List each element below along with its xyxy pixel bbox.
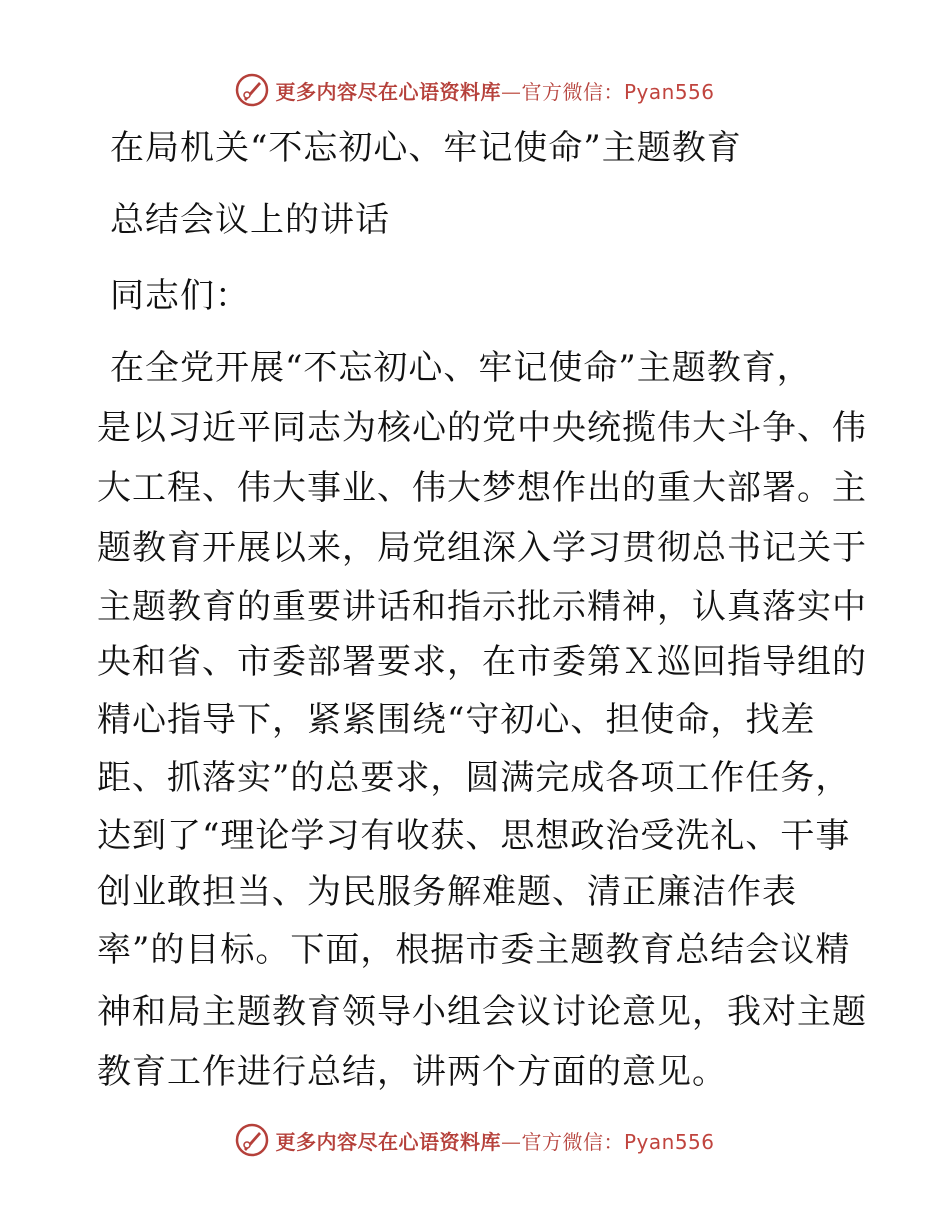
body-line: 精心指导下，紧紧围绕“守初心、担使命，找差 xyxy=(97,700,816,740)
body-line: 央和省、市委部署要求，在市委第Ｘ巡回指导组的 xyxy=(97,642,867,682)
watermark-header xyxy=(0,70,950,110)
body-line: 是以习近平同志为核心的党中央统揽伟大斗争、伟 xyxy=(97,408,867,448)
body-line: 神和局主题教育领导小组会议讨论意见，我对主题 xyxy=(97,992,867,1032)
body-line: 主题教育的重要讲话和指示批示精神，认真落实中 xyxy=(97,587,867,627)
watermark-footer xyxy=(0,1120,950,1160)
quill-logo-icon xyxy=(235,1123,269,1157)
quill-logo-icon xyxy=(235,73,269,107)
title-line-2: 总结会议上的讲话 xyxy=(110,200,390,240)
title-line-1: 在局机关“不忘初心、牢记使命”主题教育 xyxy=(110,128,742,168)
body-line: 大工程、伟大事业、伟大梦想作出的重大部署。主 xyxy=(97,468,867,508)
watermark-text: 更多内容尽在心语资料库—官方微信：Pyan556 xyxy=(275,79,715,104)
body-line: 率”的目标。下面，根据市委主题教育总结会议精 xyxy=(97,930,851,970)
salutation: 同志们： xyxy=(110,276,250,316)
body-line: 在全党开展“不忘初心、牢记使命”主题教育， xyxy=(110,348,812,388)
body-line: 距、抓落实”的总要求，圆满完成各项工作任务， xyxy=(97,758,851,798)
watermark-text: 更多内容尽在心语资料库—官方微信：Pyan556 xyxy=(275,1129,715,1154)
body-line: 教育工作进行总结，讲两个方面的意见。 xyxy=(97,1052,727,1092)
body-line: 创业敢担当、为民服务解难题、清正廉洁作表 xyxy=(97,872,797,912)
body-line: 达到了“理论学习有收获、思想政治受洗礼、干事 xyxy=(97,816,851,856)
body-line: 题教育开展以来，局党组深入学习贯彻总书记关于 xyxy=(97,528,867,568)
